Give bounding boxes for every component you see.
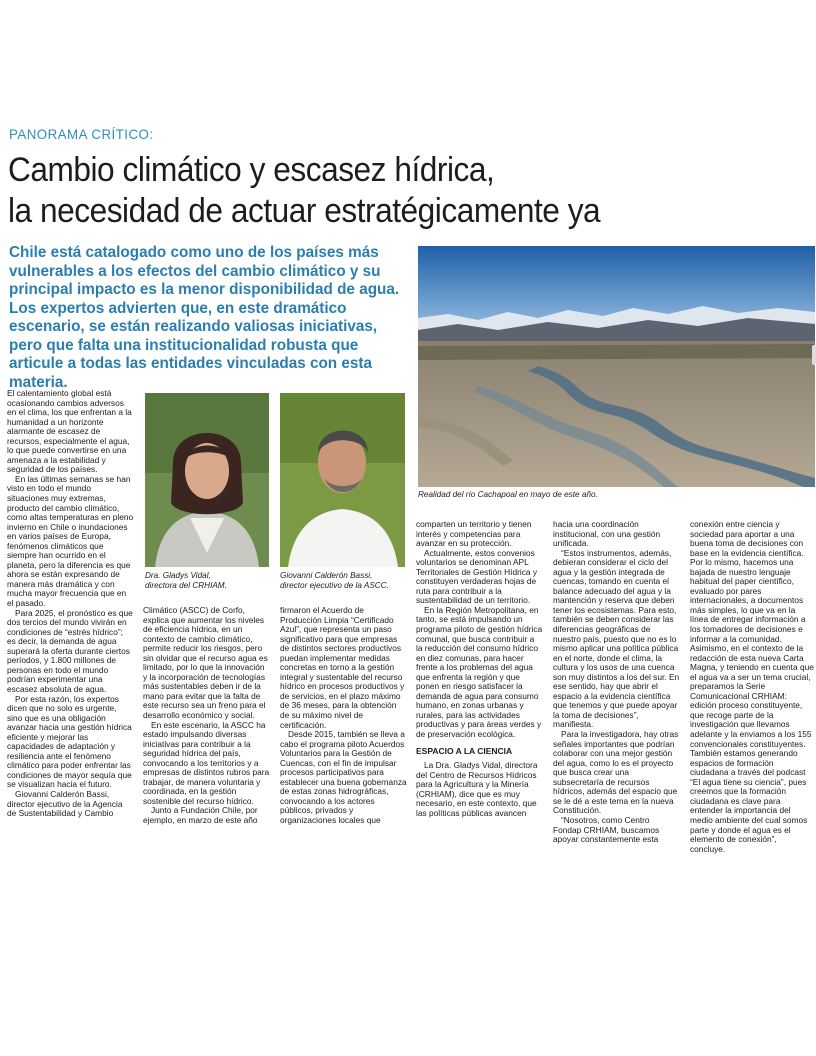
- paragraph: firmaron el Acuerdo de Producción Limpia “Certificado Azul”, que representa un paso significativo para que empresas de distintos sectores productivos puedan implementar medidas concretas en torno a la gestión integral y sustentable del recurso hídrico en procesos productivos y de servicios, en el plazo máximo de 36 meses, para la obtención de su máximo nivel de certificación.: [280, 605, 405, 730]
- lead-paragraph: Chile está catalogado como uno de los países más vulnerables a los efectos del cambio climático y su principal impacto es la menor disponibilidad de agua. Los expertos advierten que, en este dramático escenario, se están realizando valiosas iniciativas, pero que falta una institucionalidad robusta que articule a todas las entidades vinculadas con esta materia.: [9, 244, 400, 391]
- paragraph: Para la investigadora, hay otras señales importantes que podrían colaborar con una mejor gestión del agua, como lo es el proyecto que busca crear una subsecretaría de recursos hídricos, además del espacio que se le dé a este tema en la nueva Constitución.: [553, 729, 679, 816]
- paragraph: Actualmente, estos convenios voluntarios se denominan APL Territoriales de Gestión Hídrica y constituyen verdaderas hojas de ruta para contribuir a la sustentabilidad de un territorio.: [416, 547, 538, 606]
- paragraph: En este escenario, la ASCC ha estado impulsando diversas iniciativas para contribuir a la seguridad hídrica del país, convocando a los territorios y a empresas de distintos rubros para trabajar, de manera voluntaria y coordinada, en la gestión sostenible del recurso hídrico.: [143, 719, 270, 806]
- portrait-gladys-vidal: [145, 393, 269, 567]
- woman-portrait-image: [145, 393, 269, 567]
- paragraph: comparten un territorio y tienen interés y competencias para avanzar en su protección.: [416, 519, 532, 549]
- paragraph: Giovanni Calderón Bassi, director ejecutivo de la Agencia de Sustentabilidad y Cambio: [7, 788, 123, 819]
- paragraph: Para 2025, el pronóstico es que dos tercios del mundo vivirán en condiciones de “estrés hídrico”; es decir, la demanda de agua superará la oferta durante ciertos períodos, y 1.800 millones de personas en todo el mundo podrían experimentar una escasez absoluta de agua.: [7, 607, 133, 694]
- column-2: [143, 606, 270, 826]
- section-kicker: PANORAMA CRÍTICO:: [9, 126, 154, 142]
- portrait-2-caption: [280, 571, 415, 591]
- paragraph: hacia una coordinación institucional, con una gestión unificada.: [553, 519, 661, 549]
- column-4: [416, 520, 543, 818]
- paragraph: La Dra. Gladys Vidal, directora del Centro de Recursos Hídricos para la Agricultura y la Minería (CRHIAM), dice que es muy necesario, en este contexto, que las políticas públicas avancen: [416, 760, 538, 818]
- paragraph: En la Región Metropolitana, en tanto, se está impulsando un programa piloto de gestión hídrica comunal, que busca contribuir a la reducción del consumo hídrico en diez comunas, para hacer frente a los problemas del agua que enfrenta la región y que ponen en riesgo satisfacer la demanda de agua para consumo humano, en zonas urbanas y rurales, para las actividades productivas y para áreas verdes y de preservación ecológica.: [416, 604, 543, 740]
- column-6: [690, 520, 814, 854]
- subheading: ESPACIO A LA CIENCIA: [416, 745, 513, 756]
- portrait-giovanni-calderon: [280, 393, 405, 567]
- river-photo: [418, 246, 815, 487]
- paragraph: “Estos instrumentos, además, debieran considerar el ciclo del agua y la gestión integrada de cuencas, tomando en cuenta el balance adecuado del agua y la mantención y reserva que deben tener los ecosistemas. Para esto, también se deben considerar las diferencias geográficas de nuestro país, puesto que no es lo mismo aplicar una política pública en el norte, donde el clima, la cultura y los usos de una cuenca son muy distintos a los del sur. En ese sentido, hay que abrir el espacio a la evidencia científica que tenemos y que puede apoyar la toma de decisiones”, manifiesta.: [553, 547, 680, 730]
- portrait-1-name: Dra. Gladys Vidal,: [145, 571, 211, 580]
- paragraph: Desde 2015, también se lleva a cabo el programa piloto Acuerdos Voluntarios para la Gestión de Cuencas, con el fin de impulsar procesos participativos para establecer una buena gobernanza de estas zonas hidrográficas, convocando a los actores públicos, privados y organizaciones locales que: [280, 729, 407, 826]
- headline-line-1: Cambio climático y escasez hídrica,: [8, 151, 495, 189]
- portrait-2-role: director ejecutivo de la ASCC.: [280, 581, 389, 590]
- column-5: [553, 520, 680, 845]
- paragraph: Junto a Fundación Chile, por ejemplo, en marzo de este año: [143, 805, 258, 826]
- man-portrait-image: [280, 393, 405, 567]
- headline: [8, 150, 808, 232]
- paragraph: En las últimas semanas se han visto en todo el mundo situaciones muy extremas, producto del cambio climático, como altas temperaturas en pleno invierno en Chile o inundaciones en varios países de Europa, fenómenos climáticos que siempre han ocurrido en el planeta, pero la diferencia es que ahora se están expresando de manera más dramática y con mucha mayor frecuencia que en el pasado.: [7, 473, 134, 609]
- paragraph: Por esta razón, los expertos dicen que no solo es urgente, sino que es una obligación avanzar hacia una gestión hídrica eficiente y mejorar las capacidades de adaptación y resiliencia ante el fenómeno climático para poder enfrentar las condiciones de mayor sequía que se visualizan hacia el futuro.: [7, 693, 132, 790]
- portrait-1-role: directora del CRHIAM.: [145, 581, 227, 590]
- column-1: [7, 389, 134, 819]
- paragraph: El calentamiento global está ocasionando cambios adversos en el clima, los que enfrentan a la humanidad a un horizonte alarmante de escasez de recursos, especialmente el agua, lo que puede convertirse en una amenaza a la estabilidad y seguridad de los países.: [7, 388, 132, 475]
- page-edge-marker: [812, 345, 816, 365]
- column-3: [280, 606, 407, 826]
- portrait-1-caption: [145, 571, 275, 591]
- river-caption: Realidad del río Cachapoal en mayo de este año.: [418, 490, 598, 499]
- river-landscape-image: [418, 246, 815, 487]
- headline-line-2: la necesidad de actuar estratégicamente ya: [8, 192, 601, 230]
- portrait-2-name: Giovanni Calderón Bassi,: [280, 571, 373, 580]
- paragraph: conexión entre ciencia y sociedad para aportar a una buena toma de decisiones con base en la evidencia científica. Por lo mismo, hacemos una bajada de nuestro lenguaje habitual del paper científico, evaluado por pares internacionales, a documentos más simples, lo que va en la línea de entregar información a los tomadores de decisiones e informar a la comunidad. Asimismo, en el contexto de la redacción de esta nueva Carta Magna, y teniendo en cuenta que el agua va a ser un tema crucial, preparamos la Serie Comunicacional CRHIAM: edición proceso constituyente, que recoge parte de la investigación que llevamos adelante y la enviamos a los 155 convencionales constituyentes. También estamos generando espacios de formación ciudadana a través del podcast “El agua tiene su ciencia”, pues creemos que la formación ciudadana es clave para entender la importancia del medio ambiente del cual somos parte y donde el agua es el elemento de conexión”, concluye.: [690, 519, 814, 854]
- paragraph: “Nosotros, como Centro Fondap CRHIAM, buscamos apoyar constantemente esta: [553, 814, 660, 845]
- paragraph: Climático (ASCC) de Corfo, explica que aumentar los niveles de eficiencia hídrica, en un contexto de cambio climático, permite reducir los riesgos, pero sin olvidar que el recurso agua es limitado, por lo que la innovación y la incorporación de tecnologías más sustentables deben ir de la mano para evitar que la falta de este recurso sea un freno para el desarrollo económico y social.: [143, 605, 268, 721]
